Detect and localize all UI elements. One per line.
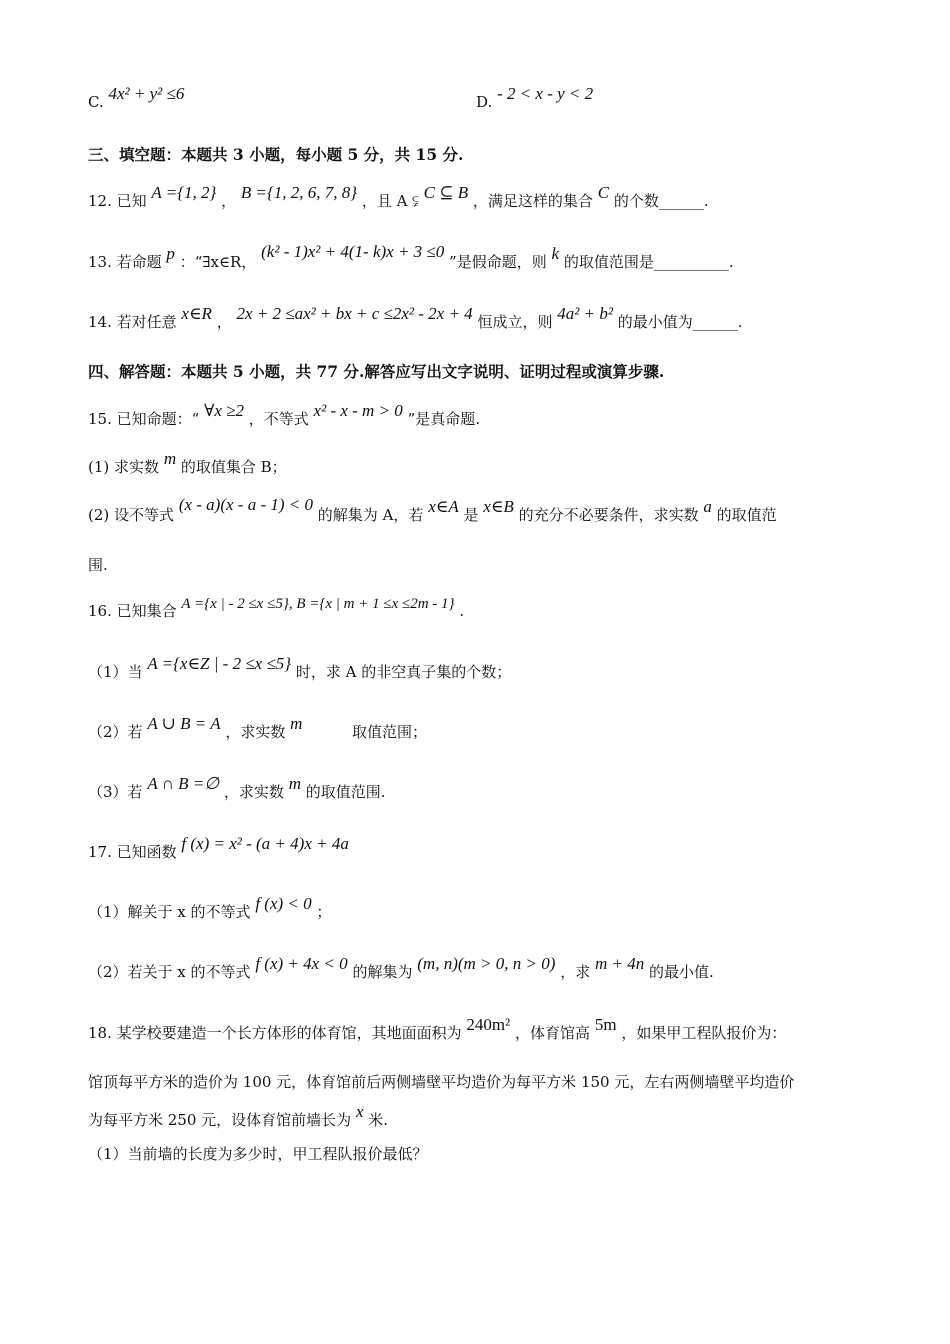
q16-2-math-2: m bbox=[290, 714, 303, 733]
question-17 bbox=[88, 834, 880, 862]
q16-2-text-c: 取值范围； bbox=[352, 723, 428, 741]
question-16-part-3 bbox=[88, 774, 880, 802]
q18-math-3: x bbox=[355, 1102, 364, 1121]
q15-math-2: x² - x - m > 0 bbox=[313, 401, 403, 420]
q18-math-1: 240m² bbox=[466, 1015, 511, 1034]
q15-text-c: ”是真命题. bbox=[407, 410, 481, 428]
q12-text-e: 的个数______. bbox=[613, 192, 709, 210]
option-d-math: - 2 < x - y < 2 bbox=[497, 84, 594, 103]
q18-text-a: 18. 某学校要建造一个长方体形的体育馆，其地面面积为 bbox=[88, 1024, 462, 1042]
q18-text-l3a: 为每平方米 250 元，设体育馆前墙长为 bbox=[88, 1111, 352, 1129]
q17-2-text-b: 的解集为 bbox=[352, 963, 413, 981]
q14-text-a: 14. 若对任意 bbox=[88, 313, 177, 331]
q16-3-math-2: m bbox=[288, 774, 301, 793]
q16-3-text-c: 的取值范围. bbox=[305, 783, 386, 801]
q12-math-2: B ={1, 2, 6, 7, 8} bbox=[240, 183, 358, 202]
q12-text-d: ，满足这样的集合 bbox=[472, 192, 593, 210]
q15-2-text-b: 的解集为 A，若 bbox=[317, 506, 424, 524]
q16-3-text-a: （3）若 bbox=[88, 783, 143, 801]
q15-1-text-b: 的取值集合 B； bbox=[180, 458, 287, 476]
section-3-heading: 三、填空题：本题共 3 小题，每小题 5 分，共 15 分. bbox=[88, 145, 464, 164]
q16-text-a: 16. 已知集合 bbox=[88, 602, 177, 620]
q13-math-2: (k² - 1)x² + 4(1- k)x + 3 ≤0 bbox=[261, 242, 445, 261]
q16-2-math: A ∪ B = A bbox=[147, 714, 221, 733]
q15-2-math-1: (x - a)(x - a - 1) < 0 bbox=[178, 495, 314, 514]
question-18-line-3 bbox=[88, 1102, 880, 1130]
q17-text-a: 17. 已知函数 bbox=[88, 843, 177, 861]
q12-text-a: 12. 已知 bbox=[88, 192, 147, 210]
q14-math-3: 4a² + b² bbox=[557, 304, 613, 323]
q18-text-b: ，体育馆高 bbox=[515, 1024, 591, 1042]
q17-2-text-c: ，求 bbox=[560, 963, 591, 981]
q16-1-text-b: 时，求 A 的非空真子集的个数； bbox=[295, 663, 512, 681]
q15-math-1: ∀x ≥2 bbox=[204, 401, 244, 420]
q15-2-text-c: 是 bbox=[463, 506, 479, 524]
q15-2-text-d: 的充分不必要条件，求实数 bbox=[518, 506, 699, 524]
q17-1-math: f (x) < 0 bbox=[255, 894, 312, 913]
question-16-part-2 bbox=[88, 714, 880, 742]
q15-1-math: m bbox=[163, 449, 177, 468]
q16-1-text-a: （1）当 bbox=[88, 663, 143, 681]
question-16-part-1 bbox=[88, 654, 880, 682]
option-c-math: 4x² + y² ≤6 bbox=[108, 84, 185, 103]
q13-math-3: k bbox=[551, 244, 560, 263]
question-17-part-2 bbox=[88, 954, 880, 982]
q12-text-b: ， bbox=[221, 192, 237, 210]
question-15-part-1 bbox=[88, 449, 880, 477]
q18-text-c: ，如果甲工程队报价为： bbox=[621, 1024, 787, 1042]
q18-text-l3b: 米. bbox=[368, 1111, 389, 1129]
q17-math: f (x) = x² - (a + 4)x + 4a bbox=[181, 834, 349, 853]
q17-2-math-3: m + 4n bbox=[594, 954, 645, 973]
q13-text-c: ”是假命题，则 bbox=[449, 253, 547, 271]
q16-3-math: A ∩ B =∅ bbox=[147, 774, 220, 793]
q18-math-2: 5m bbox=[594, 1015, 617, 1034]
question-18 bbox=[88, 1015, 880, 1043]
q14-math-2: 2x + 2 ≤ax² + bx + c ≤2x² - 2x + 4 bbox=[236, 304, 473, 323]
q14-math-1: x∈R bbox=[181, 304, 212, 323]
q12-math-3: C ⊆ B bbox=[423, 183, 469, 202]
question-16 bbox=[88, 596, 880, 621]
q16-2-text-a: （2）若 bbox=[88, 723, 143, 741]
q12-math-1: A ={1, 2} bbox=[151, 183, 217, 202]
q15-2-math-3: x∈B bbox=[483, 497, 514, 516]
q17-2-math-2: (m, n)(m > 0, n > 0) bbox=[417, 954, 556, 973]
q14-text-b: ， bbox=[216, 313, 232, 331]
q16-1-math: A ={x∈Z | - 2 ≤x ≤5} bbox=[147, 654, 292, 673]
q16-text-b: . bbox=[459, 602, 465, 620]
question-18-part-1: （1）当前墙的长度为多少时，甲工程队报价最低？ bbox=[88, 1145, 428, 1163]
q15-1-text-a: (1) 求实数 bbox=[88, 458, 160, 476]
q14-text-d: 的最小值为______. bbox=[617, 313, 743, 331]
question-14 bbox=[88, 304, 880, 332]
q15-text-a: 15. 已知命题：“ bbox=[88, 410, 200, 428]
option-c-label: C. bbox=[88, 93, 104, 111]
q16-math-1: A ={x | - 2 ≤x ≤5}, B ={x | m + 1 ≤x ≤2m - 1} bbox=[181, 596, 455, 612]
q17-1-text-b: ； bbox=[316, 903, 332, 921]
q17-1-text-a: （1）解关于 x 的不等式 bbox=[88, 903, 251, 921]
q17-2-text-a: （2）若关于 x 的不等式 bbox=[88, 963, 251, 981]
q13-text-d: 的取值范围是__________. bbox=[563, 253, 734, 271]
q15-text-b: ，不等式 bbox=[248, 410, 309, 428]
question-12 bbox=[88, 183, 880, 211]
q16-2-text-b: ，求实数 bbox=[225, 723, 286, 741]
q12-math-4: C bbox=[597, 183, 610, 202]
question-18-line-2: 馆顶每平方米的造价为 100 元，体育馆前后两侧墙壁平均造价为每平方米 150 元，左右两侧墙壁平均造价 bbox=[88, 1073, 795, 1091]
section-4-heading: 四、解答题：本题共 5 小题，共 77 分.解答应写出文字说明、证明过程或演算步骤. bbox=[88, 362, 665, 381]
question-17-part-1 bbox=[88, 894, 880, 922]
q15-2-math-2: x∈A bbox=[428, 497, 459, 516]
q15-2-math-4: a bbox=[703, 497, 712, 516]
question-15 bbox=[88, 401, 880, 429]
q14-text-c: 恒成立，则 bbox=[477, 313, 553, 331]
question-13 bbox=[88, 242, 880, 272]
q13-math-1: p bbox=[166, 244, 175, 263]
q15-2-text-a: (2) 设不等式 bbox=[88, 506, 175, 524]
q17-2-math-1: f (x) + 4x < 0 bbox=[255, 954, 348, 973]
question-15-part-2-cont: 围. bbox=[88, 556, 108, 574]
q12-text-c: ，且 A ⫋ bbox=[361, 192, 419, 210]
option-d bbox=[476, 84, 594, 112]
q13-text-b: ：“∃x∈R， bbox=[179, 253, 257, 271]
question-15-part-2 bbox=[88, 495, 880, 525]
q13-text-a: 13. 若命题 bbox=[88, 253, 162, 271]
option-d-label: D. bbox=[476, 93, 493, 111]
q17-2-text-d: 的最小值. bbox=[649, 963, 714, 981]
q15-2-text-e: 的取值范 bbox=[716, 506, 777, 524]
q16-3-text-b: ，求实数 bbox=[223, 783, 284, 801]
